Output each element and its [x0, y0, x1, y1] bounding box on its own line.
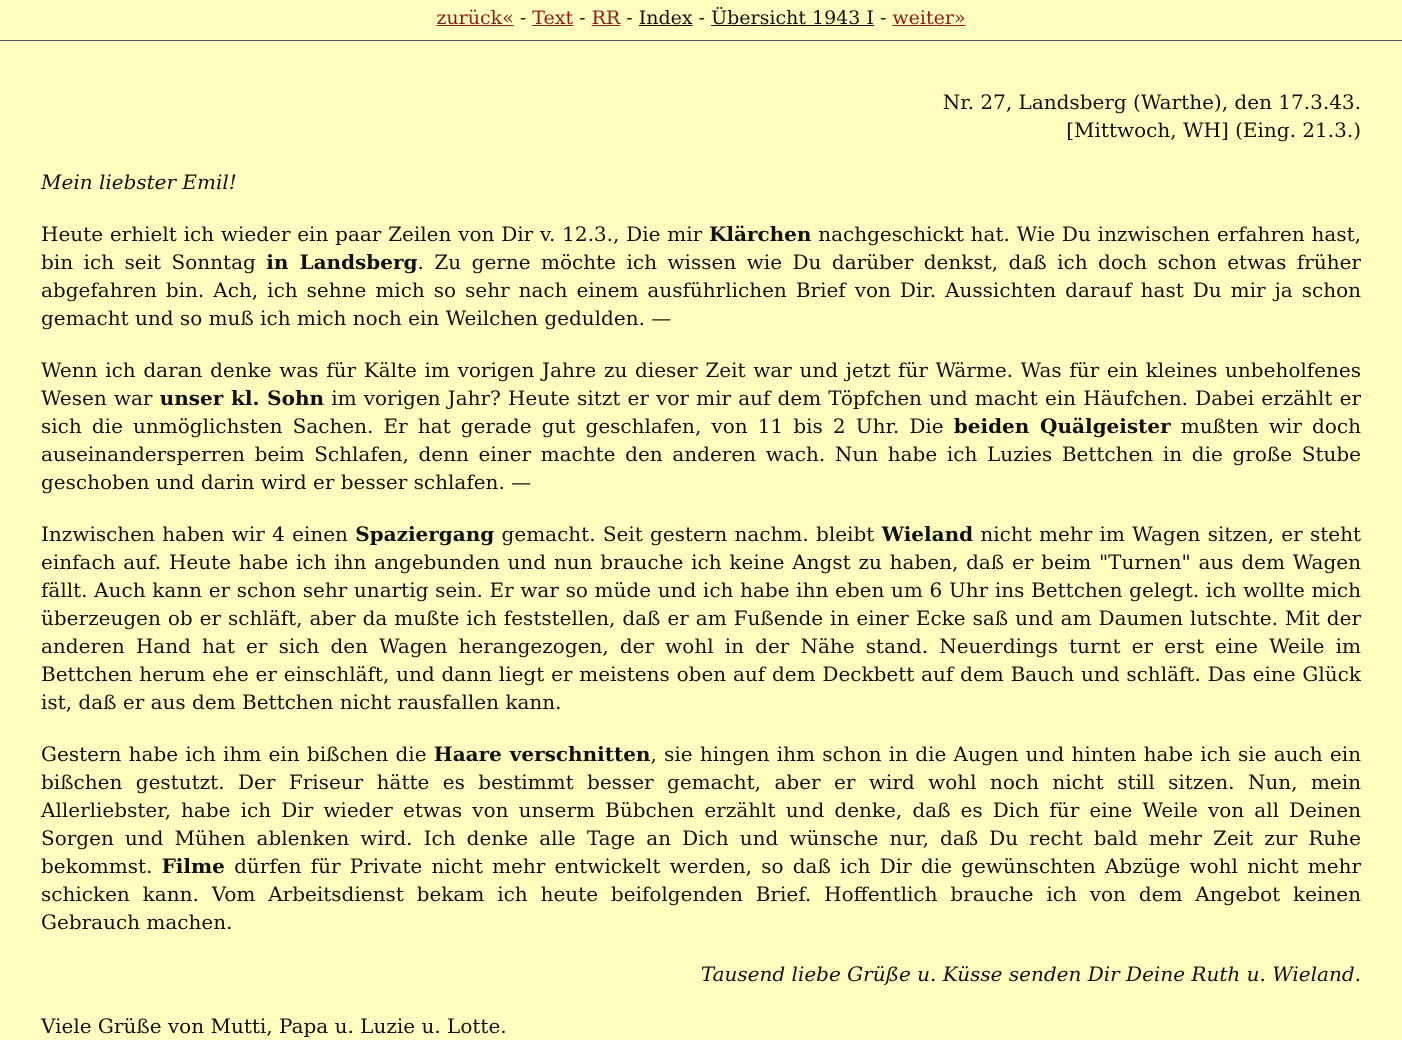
- letter-paragraph-2: [41, 356, 1361, 496]
- paragraph-text: Inzwischen haben wir 4 einen: [41, 522, 356, 546]
- dateline-received-note: [Mittwoch, WH] (Eing. 21.3.): [1066, 118, 1361, 142]
- nav-text-link[interactable]: Text: [532, 7, 574, 29]
- letter-paragraph-1: [41, 220, 1361, 332]
- emphasized-term: Wieland: [881, 522, 974, 546]
- letter-postscript: Viele Grüße von Mutti, Papa u. Luzie u. Lotte.: [41, 1014, 507, 1038]
- nav-separator: -: [519, 7, 533, 29]
- paragraph-text: Gestern habe ich ihm ein bißchen die: [41, 742, 434, 766]
- emphasized-term: Haare verschnitten: [433, 742, 651, 766]
- letter-paragraph-3: [41, 520, 1361, 716]
- letter-dateline: [41, 88, 1361, 144]
- emphasized-term: beiden Quälgeister: [953, 414, 1171, 438]
- nav-separator: -: [579, 7, 592, 29]
- paragraph-text: nicht mehr im Wagen sitzen, er steht einfach auf. Heute habe ich ihn angebunden und nun brauche ich keine Angst zu haben, daß er beim "Turnen" aus dem Wagen fällt. Auch kann er schon sehr unartig sein. Er war so müde und ich habe ihn eben um 6 Uhr ins Bettchen gelegt. ich wollte mich überzeugen ob er schläft, aber da mußte ich feststellen, daß er am Fußende in einer Ecke saß und am Daumen lutschte. Mit der anderen Hand hat er sich den Wagen herangezogen, der wohl in der Nähe stand. Neuerdings turnt er erst eine Weile im Bettchen herum ehe er einschläft, und dann liegt er meistens oben auf dem Deckbett auf dem Bauch und schläft. Das eine Glück ist, daß er aus dem Bettchen nicht rausfallen kann.: [41, 522, 1361, 714]
- emphasized-term: Filme: [161, 854, 225, 878]
- nav-separator: -: [626, 7, 639, 29]
- letter-salutation: Mein liebster Emil!: [41, 170, 237, 194]
- paragraph-text: nachgeschickt hat. Wie Du inzwischen erfahren hast, bin ich seit Sonntag: [41, 222, 1361, 274]
- letter-paragraph-4: [41, 740, 1361, 936]
- nav-overview-link[interactable]: Übersicht 1943 I: [711, 7, 874, 29]
- emphasized-term: unser kl. Sohn: [159, 386, 325, 410]
- paragraph-text: im vorigen Jahr? Heute sitzt er vor mir auf dem Töpfchen und macht ein Häufchen. Dabei erzählt er sich die unmöglichsten Sachen. Er hat gerade gut geschlafen, von 11 bis 2 Uhr. Die: [41, 386, 1362, 438]
- nav-index-link[interactable]: Index: [638, 7, 693, 29]
- nav-separator: -: [879, 7, 893, 29]
- emphasized-term: Klärchen: [708, 222, 812, 246]
- nav-separator: -: [698, 7, 712, 29]
- top-navigation: [0, 0, 1402, 41]
- paragraph-text: dürfen für Private nicht mehr entwickelt werden, so daß ich Dir die gewünschten Abzüge wohl nicht mehr schicken kann. Vom Arbeitsdienst bekam ich heute beifolgenden Brief. Hoffentlich brauche ich von dem Angebot keinen Gebrauch machen.: [41, 854, 1362, 934]
- nav-back-link[interactable]: zurück«: [436, 7, 514, 29]
- dateline-number-place-date: Nr. 27, Landsberg (Warthe), den 17.3.43.: [942, 90, 1361, 114]
- paragraph-text: . Zu gerne möchte ich wissen wie Du darüber denkst, daß ich doch schon etwas früher abgefahren bin. Ach, ich sehne mich so sehr nach einem ausführlichen Brief von Dir. Aussichten darauf hast Du mir ja schon gemacht und so muß ich mich noch ein Weilchen gedulden. —: [41, 250, 1361, 330]
- letter-closing: Tausend liebe Grüße u. Küsse senden Dir Deine Ruth u. Wieland.: [700, 962, 1361, 986]
- emphasized-term: Spaziergang: [355, 522, 495, 546]
- nav-next-link[interactable]: weiter»: [892, 7, 966, 29]
- emphasized-term: in Landsberg: [266, 250, 418, 274]
- letter-body: [0, 88, 1402, 1040]
- paragraph-text: gemacht. Seit gestern nachm. bleibt: [494, 522, 882, 546]
- nav-rr-link[interactable]: RR: [591, 7, 621, 29]
- paragraph-text: Heute erhielt ich wieder ein paar Zeilen von Dir v. 12.3., Die mir: [41, 222, 709, 246]
- paragraph-text: mußten wir doch auseinandersperren beim Schlafen, denn einer machte den anderen wach. Nun habe ich Luzies Bettchen in die große Stube geschoben und darin wird er besser schlafen. —: [41, 414, 1361, 494]
- paragraph-text: Wenn ich daran denke was für Kälte im vorigen Jahre zu dieser Zeit war und jetzt für Wärme. Was für ein kleines unbeholfenes Wesen war: [41, 358, 1361, 410]
- paragraph-text: , sie hingen ihm schon in die Augen und hinten habe ich sie auch ein bißchen gestutzt. Der Friseur hätte es bestimmt besser gemacht, aber er wird wohl noch nicht still sitzen. Nun, mein Allerliebster, habe ich Dir wieder etwas von unserm Bübchen erzählt und denke, daß es Dich für eine Weile von all Deinen Sorgen und Mühen ablenken wird. Ich denke alle Tage an Dich und wünsche nur, daß Du recht bald mehr Zeit zur Ruhe bekommst.: [41, 742, 1362, 878]
